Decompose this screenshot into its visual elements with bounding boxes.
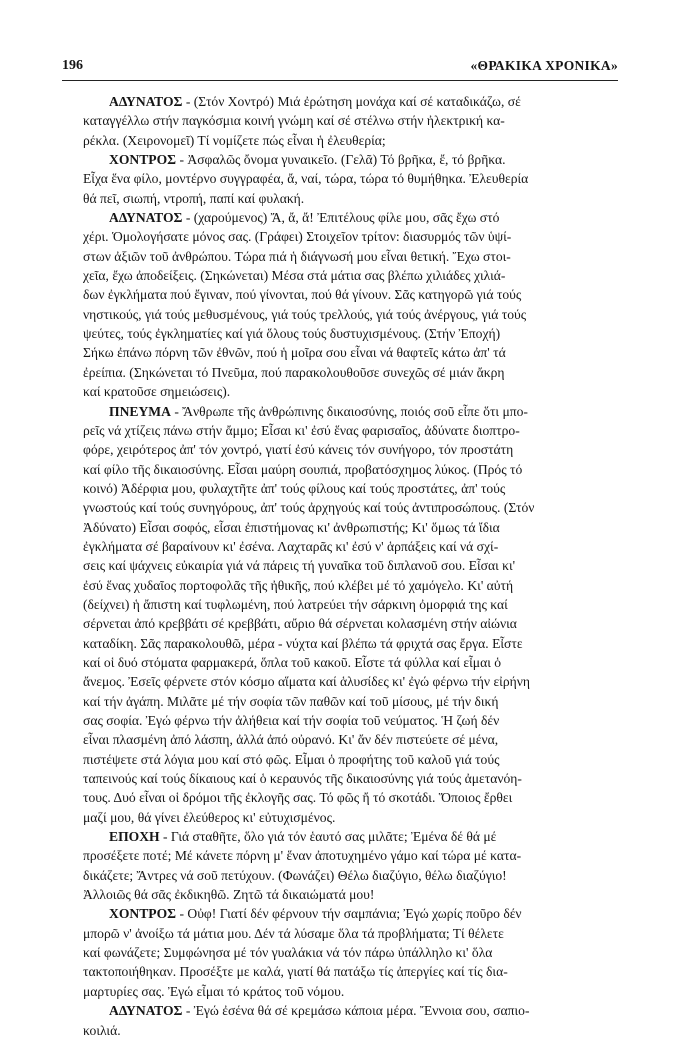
speaker-name: ΧΟΝΤΡΟΣ <box>109 152 177 168</box>
dialogue-paragraph <box>83 92 619 150</box>
header-divider <box>62 80 618 81</box>
dialogue-paragraph <box>83 904 619 1001</box>
speaker-name: ΠΝΕΥΜΑ <box>109 403 171 419</box>
speaker-name: ΧΟΝΤΡΟΣ <box>109 906 177 922</box>
page-header <box>62 58 618 80</box>
dialogue-text: - Ἄνθρωπε τῆς ἀνθρώπινης δικαιοσύνης, ποιός σοῦ εἶπε ὅτι μπο- ρεῖς νά χτίζεις πάνω στήν ἄμμο; Εἶσαι κι' ἐσύ ἕνας φαρισαῖος, ἀδύνατε διοπτρο- φόρε, χειρότερος ἀπ' τόν χοντρό, γιατί ἐσύ κάνεις τόν συνήγορο, τόν προστάτη καί φίλο τῆς δικαιοσύνης. Εἶσαι μαύρη σουπιά, προβατόσχημος λύκος. (Πρός τό κοινό) Ἀδέρφια μου, φυλαχτῆτε ἀπ' τούς φίλους καί τούς προστάτες, ἀπ' τούς γνωστούς καί τούς συνηγόρους, ἀπ' τούς ἀρχηγούς καί τούς ἀντιπροσώπους. (Στόν Ἀδύνατο) Εἶσαι σοφός, εἶσαι ἐπιστήμονας κι' ἀνθρωπιστής; Κι' ὅμως τά ἴδια ἐγκλήματα σέ βαραίνουν κι' ἐσένα. Λαχταρᾶς κι' ἐσύ ν' ἁρπάξεις καί νά σχί- σεις καί ψάχνεις εὐκαιρία γιά νά πάρεις τή γυναῖκα τοῦ διπλανοῦ σου. Εἶσαι κι' ἐσύ ἕνας χυδαῖος πορτοφολᾶς τῆς ἠθικῆς, πού κλέβει μέ τό χαμόγελο. Κι' αὐτή (δείχνει) ἡ ἄπιστη καί τυφλωμένη, πού λατρεύει τήν σάρκινη ὀμορφιά της καί σέρνεται ἀπό κρεββάτι σέ κρεββάτι, αὔριο θά σέρνεται κολασμένη στήν αἰώνια καταδίκη. Σᾶς παρακολουθῶ, μέρα - νύχτα καί βλέπω τά φριχτά σας ἔργα. Εἶστε καί οἱ δυό στόματα φαρμακερά, ὅπλα τοῦ κακοῦ. Εἶστε τά φύλλα καί εἶμαι ὁ ἄνεμος. Ἐσεῖς φέρνετε στόν κόσμο αἵματα καί ἁλυσίδες κι' ἐγώ φέρνω τήν εἰρήνη καί τήν ἀγάπη. Μιλᾶτε μέ τήν σοφία τῶν παθῶν καί τοῦ μίσους, μέ τήν δική σας σοφία. Ἐγώ φέρνω τήν ἀλήθεια καί τήν σοφία τοῦ νεύματος. Ἡ ζωή δέν εἶναι πλασμένη ἀπό λάσπη, ἀλλά ἀπό οὐρανό. Κι' ἄν δέν πιστεύετε σέ μένα, πιστέψετε στά λόγια μου καί στό φῶς. Εἶμαι ὁ προφήτης τοῦ καλοῦ γιά τούς ταπεινούς καί τούς δίκαιους καί ὁ κεραυνός τῆς δικαιοσύνης γιά τούς ἀμετανόη- τους. Δυό εἶναι οἱ δρόμοι τῆς ἐκλογῆς σας. Τό φῶς ἤ τό σκοτάδι. Ὅποιος ἔρθει μαζί μου, θά γίνει ἐλεύθερος κι' εὐτυχισμένος. <box>83 403 535 825</box>
dialogue-text: - Ἐγώ ἐσένα θά σέ κρεμάσω κάποια μέρα. Ἔννοια σου, σαπιο- κοιλιά. <box>83 1003 530 1038</box>
play-text-body <box>83 92 619 1040</box>
running-title: «ΘΡΑΚΙΚΑ ΧΡΟΝΙΚΑ» <box>470 58 618 73</box>
speaker-name: ΑΔΥΝΑΤΟΣ <box>109 94 183 109</box>
speaker-name: ΑΔΥΝΑΤΟΣ <box>109 1003 183 1019</box>
dialogue-paragraph <box>83 208 619 401</box>
page-number: 196 <box>62 58 83 73</box>
dialogue-text: - (Στόν Χοντρό) Μιά ἐρώτηση μονάχα καί σέ καταδικάζω, σέ καταγγέλλω στήν παγκόσμια κοινή γνώμη καί σέ στέλνω στήν ἠλεκτρική κα- ρέκλα. (Χειρονομεῖ) Τί νομίζετε πώς εἶναι ἡ ἐλευθερία; <box>83 94 521 148</box>
dialogue-paragraph <box>83 402 619 828</box>
dialogue-paragraph <box>83 150 619 208</box>
dialogue-paragraph <box>83 827 619 904</box>
speaker-name: ΕΠΟΧΗ <box>109 829 160 845</box>
dialogue-paragraph <box>83 1001 619 1040</box>
speaker-name: ΑΔΥΝΑΤΟΣ <box>109 210 183 226</box>
dialogue-text: - (χαρούμενος) Ἄ, ἄ, ἄ! Ἐπιτέλους φίλε μου, σᾶς ἔχω στό χέρι. Ὁμολογήσατε μόνος σας. (Γράφει) Στοιχεῖον τρίτον: διασυρμός τῶν ὑψί- στων ἀξιῶν τοῦ ἀνθρώπου. Τώρα πιά ἡ διάγνωσή μου εἶναι θετική. Ἔχω στοι- χεῖα, ἔχω ἀποδείξεις. (Σηκώνεται) Μέσα στά μάτια σας βλέπω χιλιάδες χιλιά- δων ἐγκλήματα πού ἔγιναν, πού γίνονται, πού θά γίνουν. Σᾶς κατηγορῶ γιά τούς νηστικούς, γιά τούς μεθυσμένους, γιά τούς τρελλούς, γιά τούς ἀνέργους, γιά τούς ψεύτες, τούς ἐγκληματίες καί γιά ὅλους τούς δυστυχισμένους. (Στήν Ἐποχή) Σήκω ἐπάνω πόρνη τῶν ἐθνῶν, πού ἡ μοῖρα σου εἶναι νά θαφτεῖς κάτω ἀπ' τά ἐρείπια. (Σηκώνεται τό Πνεῦμα, πού παρακολουθοῦσε συνεχῶς σέ μιάν ἄκρη καί κρατοῦσε σημειώσεις). <box>83 210 527 400</box>
dialogue-text: - Οὐφ! Γιατί δέν φέρνουν τήν σαμπάνια; Ἐγώ χωρίς ποῦρο δέν μπορῶ ν' ἀνοίξω τά μάτια μου. Δέν τά λύσαμε ὅλα τά προβλήματα; Τί θέλετε καί φωνάζετε; Συμφώνησα μέ τόν γυαλάκια νά τόν πάρω ὑπάλληλο κι' ὅλα τακτοποιήθηκαν. Προσέξτε με καλά, γιατί θά πατάξω τίς ἀπεργίες καί τίς δια- μαρτυρίες σας. Ἐγώ εἶμαι τό κράτος τοῦ νόμου. <box>83 906 522 999</box>
dialogue-text: - Ἀσφαλῶς ὄνομα γυναικεῖο. (Γελᾶ) Τό βρῆκα, ἔ, τό βρῆκα. Εἶχα ἕνα φίλο, μοντέρνο συγγραφέα, ἄ, ναί, τώρα, τώρα τό θυμήθηκα. Ἐλευθερία θά πεῖ, σιωπή, ντροπή, παπί καί φυλακή. <box>83 152 529 206</box>
dialogue-text: - Γιά σταθῆτε, ὅλο γιά τόν ἑαυτό σας μιλᾶτε; Ἐμένα δέ θά μέ προσέξετε ποτέ; Μέ κάνετε πόρνη μ' ἕναν ἀποτυχημένο γάμο καί τώρα μέ κατα- δικάζετε; Ἄντρες νά σοῦ πετύχουν. (Φωνάζει) Θέλω διαζύγιο, θέλω διαζύγιο! Ἀλλοιῶς θά σᾶς ἐκδικηθῶ. Ζητῶ τά δικαιώματά μου! <box>83 829 522 903</box>
